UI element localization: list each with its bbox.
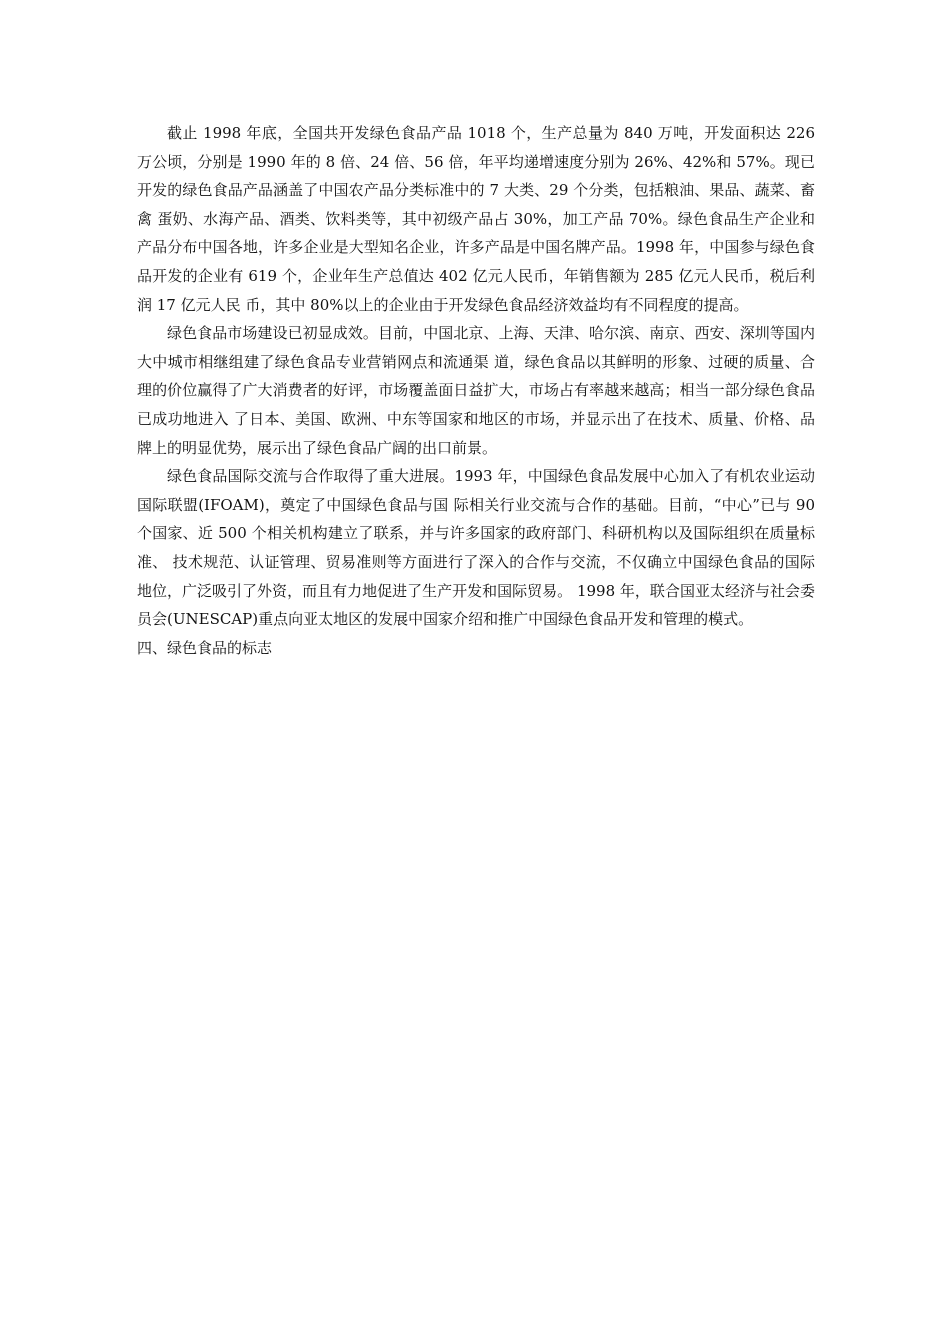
section-heading: 四、绿色食品的标志 — [137, 638, 273, 657]
paragraph-market-construction: 绿色食品市场建设已初显成效。目前，中国北京、上海、天津、哈尔滨、南京、西安、深圳等国内大中城市相继组建了绿色食品专业营销网点和流通渠 道，绿色食品以其鲜明的形象、过硬的质量、合理的价位赢得了广大消费者的好评，市场覆盖面日益扩大，市场占有率越来越高；相当一部分绿色食品已成功地进入 了日本、美国、欧洲、中东等国家和地区的市场，并显示出了在技术、质量、价格、品牌上的明显优势，展示出了绿色食品广阔的出口前景。 — [137, 324, 815, 457]
document-body — [137, 119, 815, 662]
paragraph-international-cooperation: 绿色食品国际交流与合作取得了重大进展。1993 年，中国绿色食品发展中心加入了有机农业运动国际联盟(IFOAM)，奠定了中国绿色食品与国 际相关行业交流与合作的基础。目前，“中心”已与 90 个国家、近 500 个相关机构建立了联系，并与许多国家的政府部门、科研机构以及国际组织在质量标准、 技术规范、认证管理、贸易准则等方面进行了深入的合作与交流，不仅确立中国绿色食品的国际地位，广泛吸引了外资，而且有力地促进了生产开发和国际贸易。 1998 年，联合国亚太经济与社会委员会(UNESCAP)重点向亚太地区的发展中国家介绍和推广中国绿色食品开发和管理的模式。 — [137, 467, 815, 629]
paragraph-production-stats: 截止 1998 年底，全国共开发绿色食品产品 1018 个，生产总量为 840 万吨，开发面积达 226 万公顷，分别是 1990 年的 8 倍、24 倍、56 倍，年平均递增速度分别为 26%、42%和 57%。现已开发的绿色食品产品涵盖了中国农产品分类标准中的 7 大类、29 个分类，包括粮油、果品、蔬菜、畜禽 蛋奶、水海产品、酒类、饮料类等，其中初级产品占 30%，加工产品 70%。绿色食品生产企业和产品分布中国各地，许多企业是大型知名企业，许多产品是中国名牌产品。1998 年，中国参与绿色食品开发的企业有 619 个，企业年生产总值达 402 亿元人民币，年销售额为 285 亿元人民币，税后利润 17 亿元人民 币，其中 80%以上的企业由于开发绿色食品经济效益均有不同程度的提高。 — [137, 124, 815, 314]
